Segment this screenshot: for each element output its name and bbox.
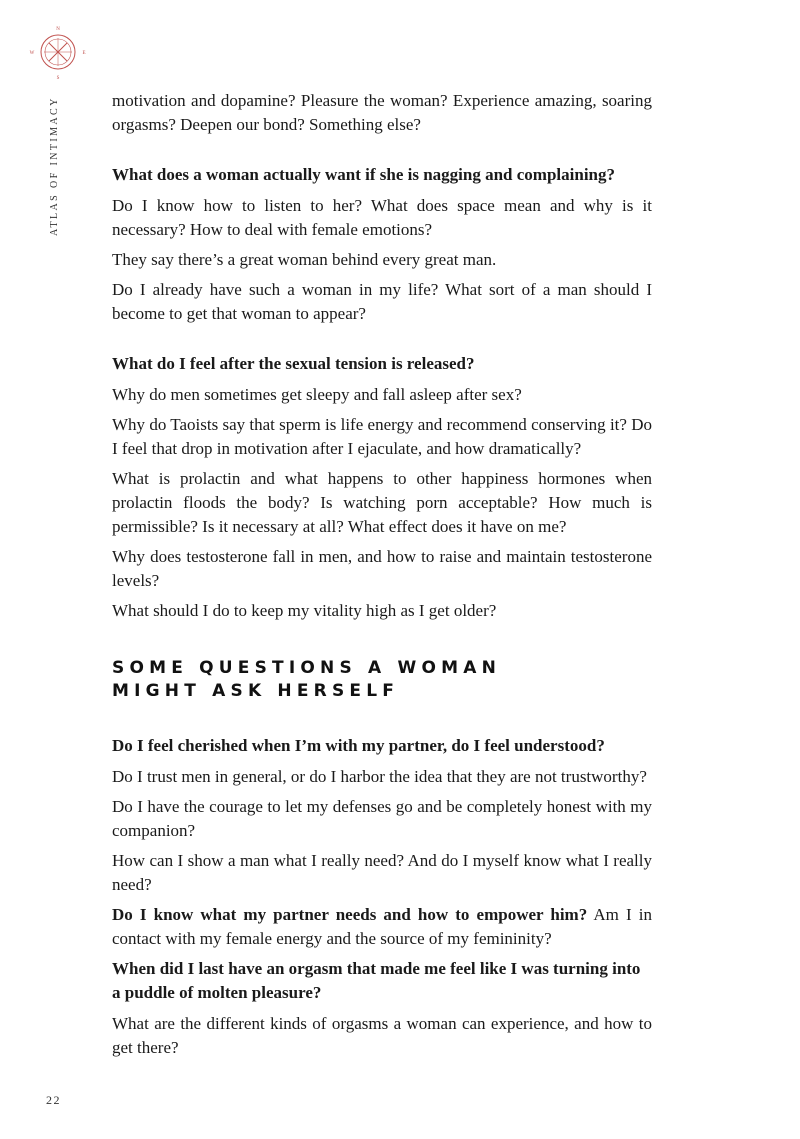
paragraph: Do I already have such a woman in my life? What sort of a man should I become to get that woman to appear? <box>112 280 652 323</box>
paragraph: Do I trust men in general, or do I harbor the idea that they are not trustworthy? <box>112 767 647 786</box>
paragraph: Why do men sometimes get sleepy and fall asleep after sex? <box>112 385 522 404</box>
paragraph: What is prolactin and what happens to other happiness hormones when prolactin floods the body? Is watching porn acceptable? How much is permissible? Is it necessary at all? What effect does it have on me? <box>112 469 652 536</box>
page-number: 22 <box>46 1093 61 1107</box>
paragraph: Why does testosterone fall in men, and how to raise and maintain testosterone levels? <box>112 547 652 590</box>
compass-west: W <box>29 51 35 56</box>
paragraph: What should I do to keep my vitality high as I get older? <box>112 601 497 620</box>
section-heading-line: MIGHT ASK HERSELF <box>112 681 400 701</box>
mixed-paragraph <box>112 903 652 951</box>
paragraph: They say there’s a great woman behind every great man. <box>112 250 497 269</box>
paragraph-text: Am I in contact with my female energy and the source of my femininity? <box>112 905 652 948</box>
paragraph: Why do Taoists say that sperm is life energy and recommend conserving it? Do I feel that drop in motivation after I ejaculate, and how dramatically? <box>112 415 652 458</box>
paragraph: How can I show a man what I really need? And do I myself know what I really need? <box>112 851 652 894</box>
running-title: ATLAS OF INTIMACY <box>49 96 60 236</box>
bold-question: Do I know what my partner needs and how to empower him? <box>112 905 588 924</box>
section-heading-line: SOME QUESTIONS A WOMAN <box>112 658 501 678</box>
question-heading: When did I last have an orgasm that made me feel like I was turning into a puddle of molten pleasure? <box>112 959 641 1002</box>
compass-south: S <box>56 76 60 81</box>
question-heading: What does a woman actually want if she is nagging and complaining? <box>112 165 615 184</box>
paragraph: Do I have the courage to let my defenses go and be completely honest with my companion? <box>112 797 652 840</box>
section-heading <box>112 657 652 703</box>
intro-paragraph: motivation and dopamine? Pleasure the woman? Experience amazing, soaring orgasms? Deepen our bond? Something else? <box>112 91 652 134</box>
paragraph: What are the different kinds of orgasms a woman can experience, and how to get there? <box>112 1014 652 1057</box>
paragraph: Do I know how to listen to her? What does space mean and why is it necessary? How to deal with female emotions? <box>112 196 652 239</box>
page-body <box>112 89 652 1066</box>
question-heading: What do I feel after the sexual tension is released? <box>112 354 475 373</box>
question-heading: Do I feel cherished when I’m with my partner, do I feel understood? <box>112 736 605 755</box>
compass-east: E <box>82 51 86 56</box>
compass-north: N <box>56 27 60 32</box>
compass-icon <box>28 22 88 82</box>
